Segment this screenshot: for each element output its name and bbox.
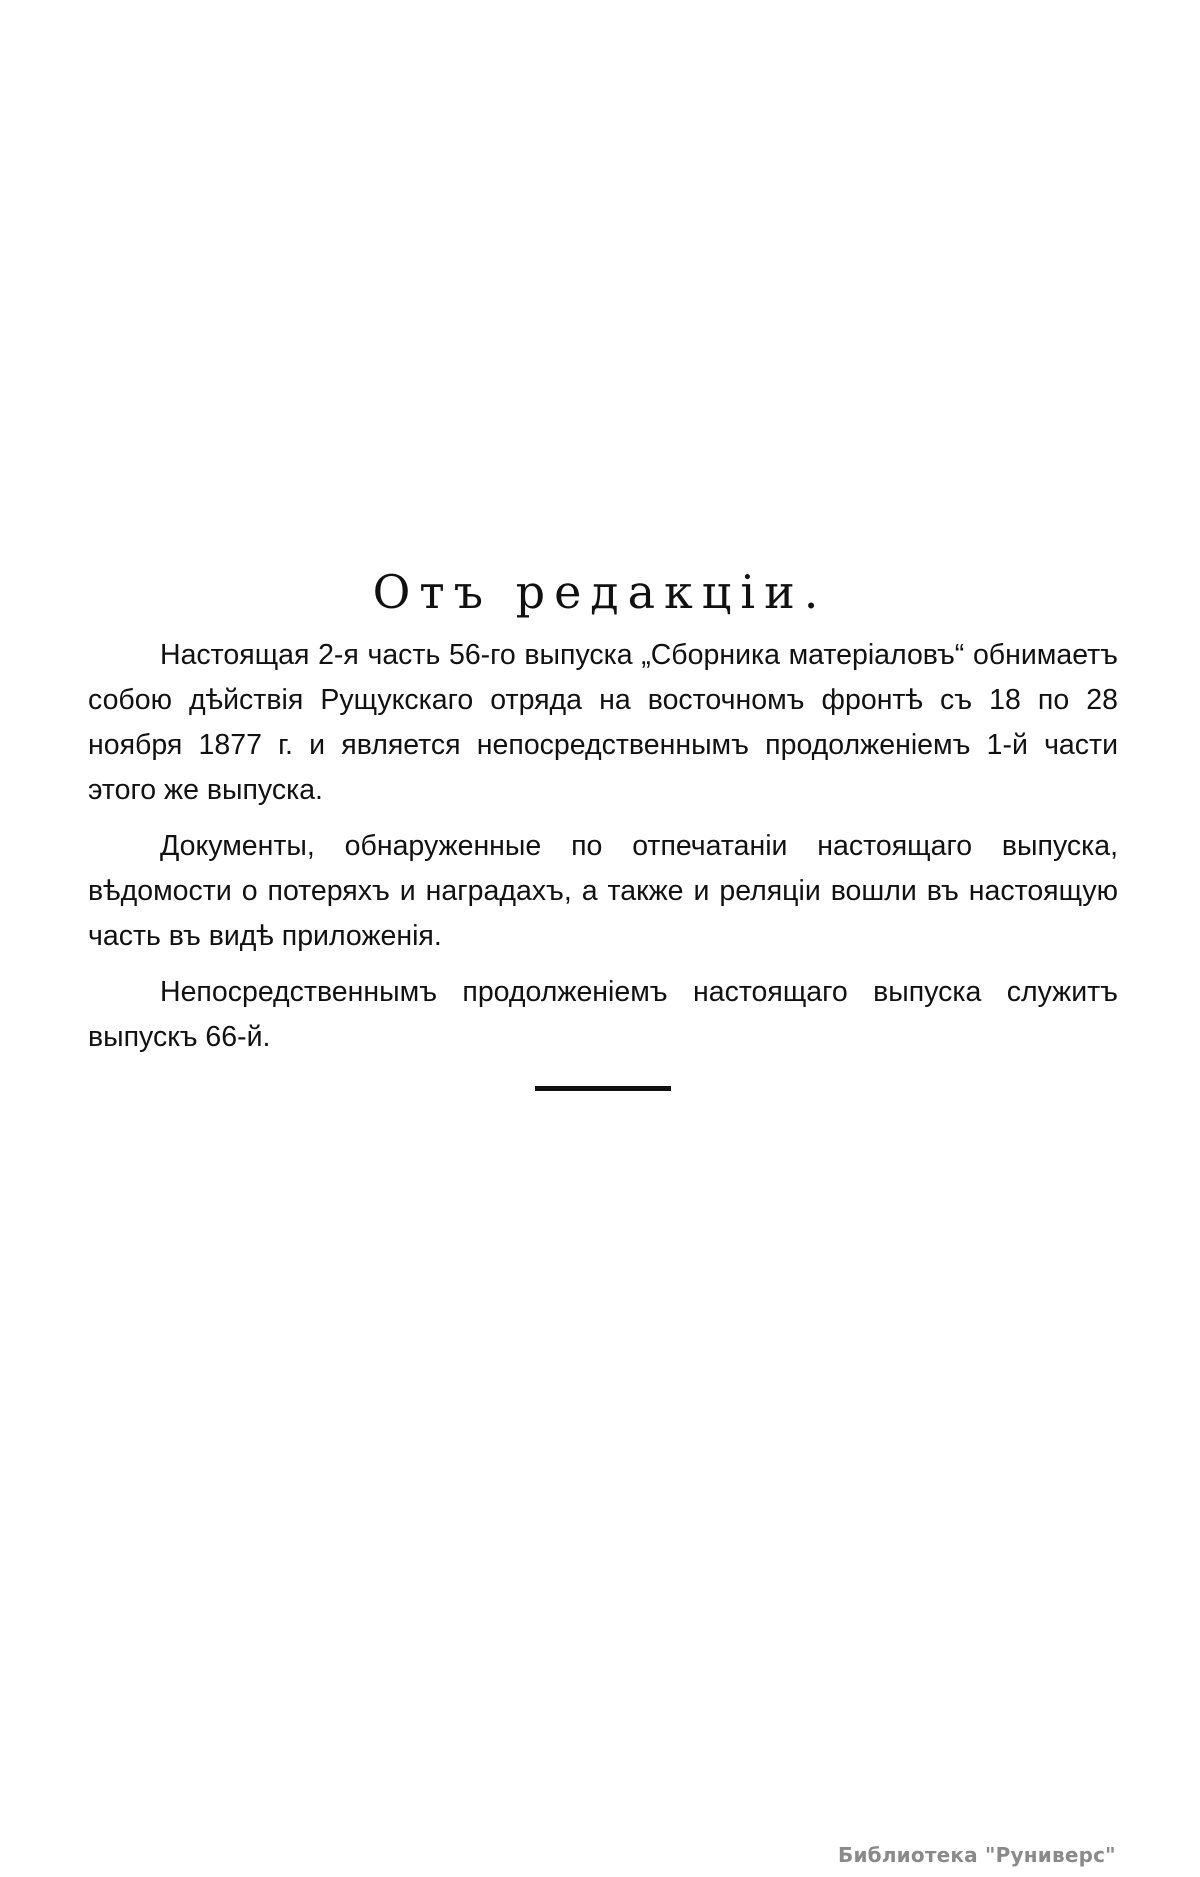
paragraph-3: Непосредственнымъ продолженіемъ настоящаго выпуска служитъ выпускъ 66-й.: [88, 976, 1118, 1053]
document-body: [88, 633, 1118, 1071]
section-divider: [535, 1086, 671, 1091]
page-title: Отъ редакціи.: [372, 565, 828, 619]
paragraph-2: Документы, обнаруженные по отпечатаніи настоящаго выпуска, вѣдомости о потеряхъ и наградахъ, а также и реляціи вошли въ настоящую часть въ видѣ приложенія.: [88, 830, 1118, 952]
library-watermark: Библиотека "Руниверс": [838, 1843, 1116, 1867]
paragraph-1: Настоящая 2-я часть 56-го выпуска „Сборника матеріаловъ“ обнимаетъ собою дѣйствія Рущукскаго отряда на восточномъ фронтѣ съ 18 по 28 ноября 1877 г. и является непосредственнымъ продолженіемъ 1-й части этого же выпуска.: [88, 639, 1118, 806]
